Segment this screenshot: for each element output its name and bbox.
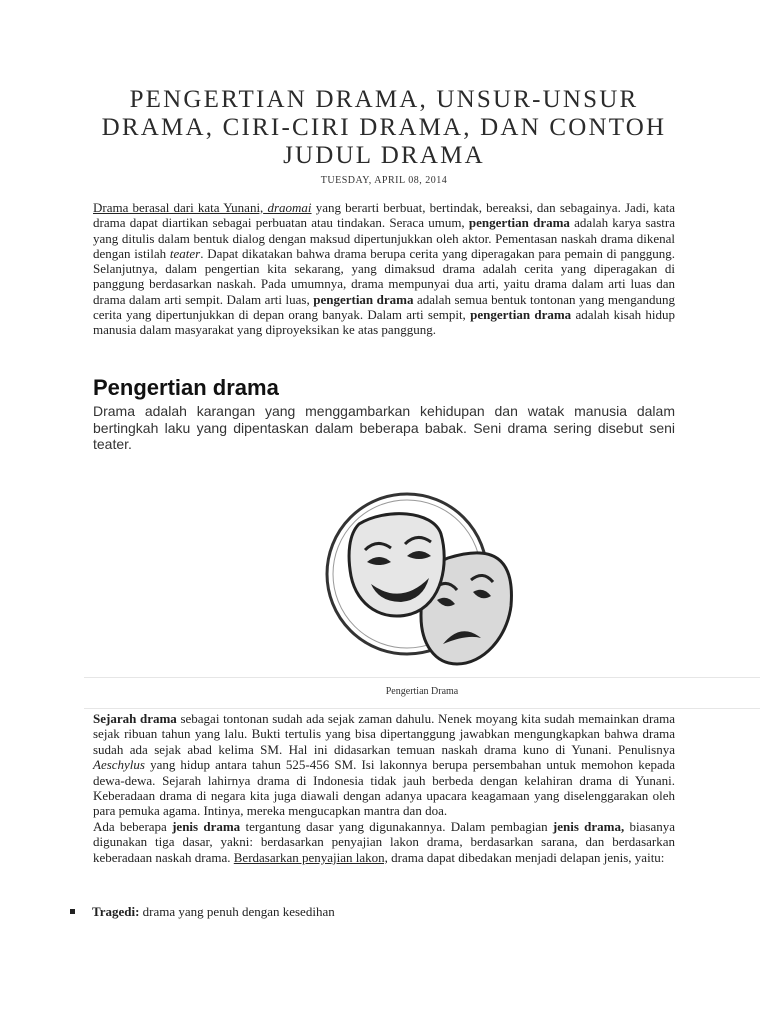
drama-masks-image — [323, 488, 519, 668]
definition-paragraph: Drama adalah karangan yang menggambarkan kehidupan dan watak manusia dalam bertingkah laku yang dipentaskan dalam beberapa babak. Seni drama sering disebut seni teater. — [93, 403, 675, 452]
bullet-square-icon — [70, 909, 75, 914]
section-heading: Pengertian drama — [93, 375, 279, 400]
intro-paragraph: Drama berasal dari kata Yunani, draomai yang berarti berbuat, bertindak, bereaksi, dan sebagainya. Jadi, kata drama dapat diartikan sebagai perbuatan atau tindakan. Seraca umum, pengertian drama adalah karya sastra yang ditulis dalam bentuk dialog dengan maksud dipertunjukkan oleh aktor. Pementasan naskah drama dikenal dengan istilah teater. Dapat dikatakan bahwa drama berupa cerita yang diperagakan para pemain di panggung. Selanjutnya, dalam pengertian kita sekarang, yang dimaksud drama adalah cerita yang diperagakan di panggung berdasarkan naskah. Pada umumnya, drama mempunyai dua arti, yaitu drama dalam arti luas dan drama dalam arti sempit. Dalam arti luas, pengertian drama adalah semua bentuk tontonan yang mengandung cerita yang dipertunjukkan di depan orang banyak. Dalam arti sempit, pengertian drama adalah kisah hidup manusia dalam masyarakat yang diproyeksikan ke atas panggung. — [93, 200, 676, 338]
divider — [84, 708, 760, 709]
comedy-tragedy-masks-icon — [323, 488, 519, 668]
page-title: PENGERTIAN DRAMA, UNSUR-UNSUR DRAMA, CIRI-CIRI DRAMA, DAN CONTOH JUDUL DRAMA — [101, 86, 667, 169]
link-berdasarkan-penyajian[interactable]: Berdasarkan penyajian lakon, — [233, 849, 388, 865]
types-paragraph: Ada beberapa jenis drama tergantung dasar yang digunakannya. Dalam pembagian jenis drama, biasanya digunakan tiga dasar, yakni: berdasarkan penyajian lakon drama, berdasarkan sarana, dan berdasarkan keberadaan naskah drama. Berdasarkan penyajian lakon, drama dapat dibedakan menjadi delapan jenis, yaitu: — [93, 818, 676, 865]
image-caption: Pengertian Drama — [385, 686, 459, 697]
link-yunani[interactable]: Drama berasal dari kata Yunani, draomai — [93, 200, 312, 215]
history-paragraph: Sejarah drama sebagai tontonan sudah ada sejak zaman dahulu. Nenek moyang kita sudah memainkan drama sejak ribuan tahun yang lalu. Bukti tertulis yang bisa dipertanggung jawabkan mengungkapkan bahwa drama sudah ada sejak abad kelima SM. Hal ini didasarkan temuan naskah drama kuno di Yunani. Penulisnya Aeschylus yang hidup antara tahun 525-456 SM. Isi lakonnya berupa persembahan untuk memohon kepada dewa-dewa. Sejarah lahirnya drama di Indonesia tidak jauh berbeda dengan kelahiran drama di Yunani. Keberadaan drama di negara kita juga diawali dengan adanya upacara keagamaan yang diselenggarakan oleh para pemuka agama. Intinya, mereka mengucapkan mantra dan doa. Ada beberapa jenis drama tergantung dasar yang digunakannya. Dalam pembagian jenis drama, biasanya digunakan tiga dasar, yakni: berdasarkan penyajian lakon drama, berdasarkan sarana, dan berdasarkan keberadaan naskah drama. Berdasarkan penyajian lakon, drama dapat dibedakan menjadi delapan jenis, yaitu: — [93, 711, 676, 865]
post-date: TUESDAY, APRIL 08, 2014 — [320, 175, 448, 186]
divider — [84, 677, 760, 678]
list-item: Tragedi: drama yang penuh dengan kesedihan — [70, 904, 335, 920]
